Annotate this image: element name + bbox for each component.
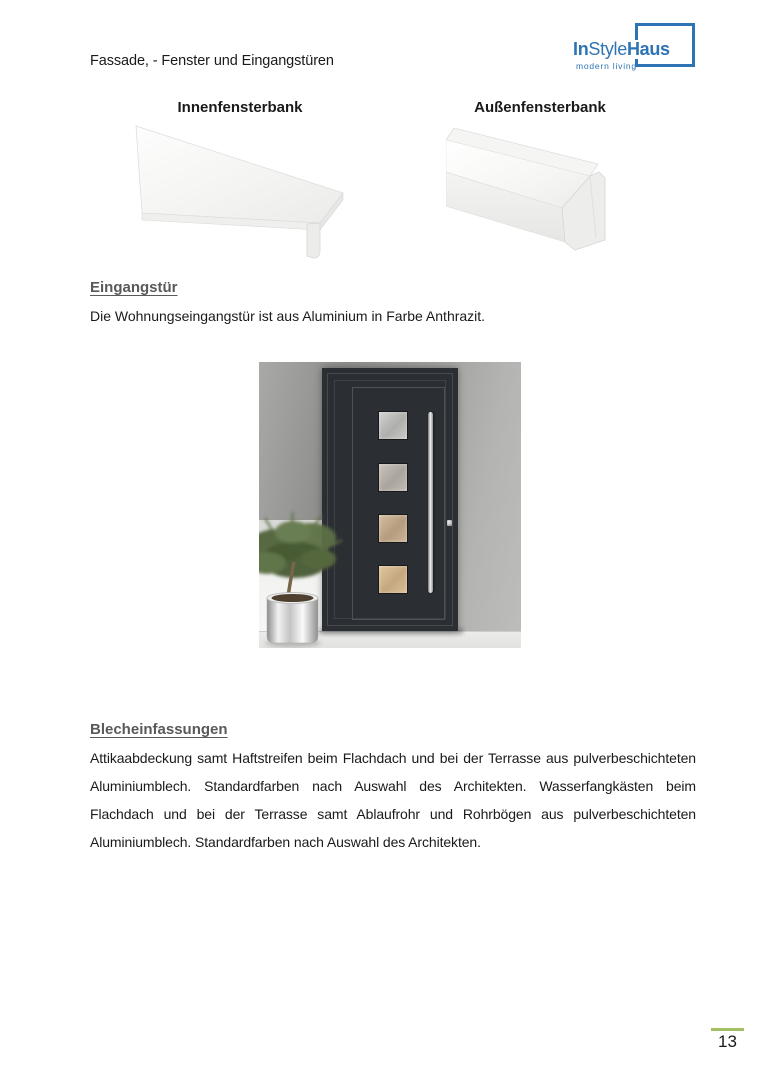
logo-part-style: Style — [588, 39, 627, 59]
aussenfensterbank-caption: Außenfensterbank — [474, 99, 606, 116]
door-handle-bar — [428, 412, 433, 593]
instylehaus-logo — [568, 14, 708, 78]
innenfensterbank-image — [122, 120, 348, 267]
door-photo — [259, 362, 521, 648]
plant-foliage — [259, 512, 342, 578]
interior-sill-drawing — [122, 120, 348, 262]
entrance-door-heading: Eingangstür — [90, 279, 178, 296]
potted-plant — [259, 500, 347, 648]
logo-wordmark — [573, 40, 672, 59]
door-glass-4 — [378, 565, 408, 594]
entrance-door-text: Die Wohnungseingangstür ist aus Aluminium in Farbe Anthrazit. — [90, 308, 486, 324]
door-lock-dot — [447, 520, 452, 526]
sheet-metal-text: Attikaabdeckung samt Haftstreifen beim Flachdach und bei der Terrasse aus pulverbeschichteten Aluminiumblech. Standardfarben nach Auswahl des Architekten. Wasserfangkästen beim Flachdach und bei der Terrasse samt Ablaufrohr und Rohrbögen aus pulverbeschichteten Aluminiumblech. Standardfarben nach Auswahl des Architekten. — [90, 750, 696, 850]
sheet-metal-heading: Blecheinfassungen — [90, 721, 228, 738]
exterior-sill-drawing — [446, 120, 634, 256]
door-glass-2 — [378, 463, 408, 492]
innenfensterbank-caption: Innenfensterbank — [177, 99, 303, 116]
steel-planter — [267, 593, 318, 644]
footer-accent-line — [711, 1028, 744, 1031]
aussenfensterbank-image — [446, 120, 634, 261]
document-header-title: Fassade, - Fenster und Eingangstüren — [90, 53, 334, 69]
logo-part-in: In — [573, 39, 589, 59]
logo-part-haus: Haus — [626, 39, 670, 59]
door-glass-1 — [378, 411, 408, 440]
logo-tagline: modern living — [576, 61, 637, 71]
page-number: 13 — [718, 1032, 737, 1051]
door-glass-3 — [378, 514, 408, 543]
